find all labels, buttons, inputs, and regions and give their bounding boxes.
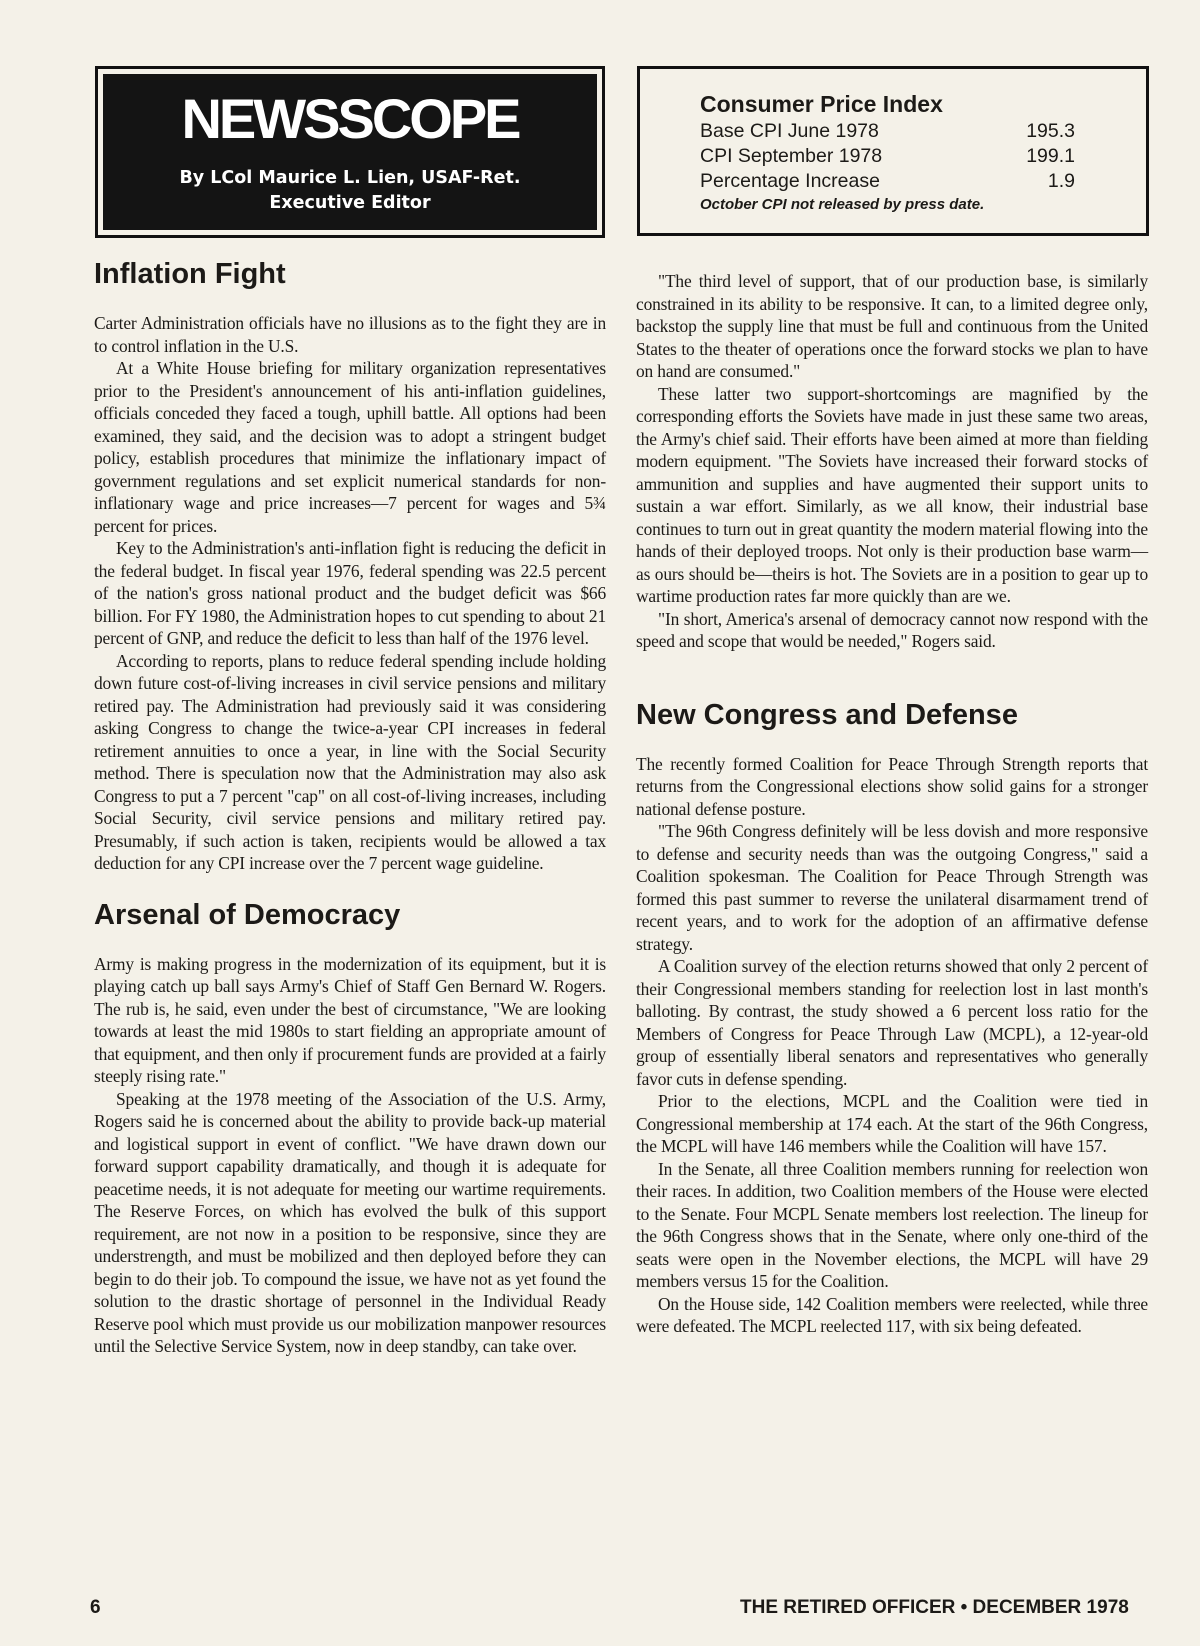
cpi-row-label: CPI September 1978 xyxy=(700,145,883,167)
paragraph: A Coalition survey of the election returns showed that only 2 percent of their Congressional members standing for reelection lost in last month's balloting. By contrast, the study showed a 6 percent loss ratio for the Members of Congress for Peace Through Law (MCPL), a 12-year-old group of essentially liberal senators and representatives who generally favor cuts in defense spending. xyxy=(636,956,1148,1089)
cpi-row-label: Percentage Increase xyxy=(700,170,880,192)
publication-footer: THE RETIRED OFFICER • DECEMBER 1978 xyxy=(740,1597,1129,1618)
paragraph: Prior to the elections, MCPL and the Coalition were tied in Congressional membership at 174 each. At the start of the 96th Congress, the MCPL will have 146 members while the Coalition will have 157. xyxy=(636,1091,1148,1156)
masthead-banner xyxy=(103,74,597,230)
masthead-logo: NEWSSCOPE xyxy=(181,87,519,150)
left-column xyxy=(94,256,606,1358)
masthead-byline: By LCol Maurice L. Lien, USAF-Ret. xyxy=(179,168,521,188)
page-number: 6 xyxy=(90,1597,101,1618)
paragraph: Key to the Administration's anti-inflation fight is reducing the deficit in the federal budget. In fiscal year 1976, federal spending was 22.5 percent of the nation's gross national product and the budget deficit was $66 billion. For FY 1980, the Administration hopes to cut spending to about 21 percent of GNP, and reduce the deficit to less than half of the 1976 level. xyxy=(94,538,606,648)
cpi-box xyxy=(637,66,1149,236)
cpi-row xyxy=(700,169,1075,194)
cpi-title: Consumer Price Index xyxy=(700,91,943,117)
paragraph: The recently formed Coalition for Peace Through Strength reports that returns from the Congressional elections show solid gains for a stronger national defense posture. xyxy=(636,753,1148,819)
newsscope-masthead xyxy=(95,66,605,238)
cpi-row-value: 195.3 xyxy=(1026,120,1075,142)
masthead-role: Executive Editor xyxy=(269,193,431,213)
cpi-row-value: 199.1 xyxy=(1026,145,1075,167)
paragraph: On the House side, 142 Coalition members were reelected, while three were defeated. The MCPL reelected 117, with six being defeated. xyxy=(636,1293,1148,1336)
paragraph: "In short, America's arsenal of democracy cannot now respond with the speed and scope that would be needed," Rogers said. xyxy=(636,608,1148,651)
cpi-row xyxy=(700,144,1075,169)
cpi-row xyxy=(700,119,1075,144)
cpi-note: October CPI not released by press date. xyxy=(700,196,985,213)
article-heading-congress: New Congress and Defense xyxy=(636,698,1018,731)
cpi-row-label: Base CPI June 1978 xyxy=(700,120,879,142)
paragraph: At a White House briefing for military organization representatives prior to the President's announcement of his anti-inflation guidelines, officials conceded they faced a tough, uphill battle. All options had been examined, they said, and the decision was to adopt a stringent budget policy, establish procedures that minimize the inflationary impact of government regulations and set explicit numerical standards for non-inflationary wage and price increases—7 percent for wages and 5¾ percent for prices. xyxy=(94,358,606,536)
paragraph: Speaking at the 1978 meeting of the Association of the U.S. Army, Rogers said he is concerned about the ability to provide back-up material and logistical support in event of conflict. "We have drawn down our forward support capability dramatically, and though it is adequate for peacetime needs, it is not adequate for meeting our wartime requirements. The Reserve Forces, on which has evolved the bulk of this support requirement, are not now in a position to be responsive, since they are understrength, and must be mobilized and then deployed before they can begin to do their job. To compound the issue, we have not as yet found the solution to the drastic shortage of personnel in the Individual Ready Reserve pool which must provide us our mobilization manpower resources until the Selective Service System, now in deep standby, can take over. xyxy=(94,1088,606,1356)
paragraph: These latter two support-shortcomings are magnified by the corresponding efforts the Soviets have made in just these same two areas, the Army's chief said. Their efforts have been aimed at more than fielding modern equipment. "The Soviets have increased their forward stocks of ammunition and supplies and have augmented their support units to sustain a war effort. Similarly, as we all know, their industrial base continues to turn out in great quantity the modern material flowing into the hands of their deployed troops. Not only is their production base warm—as ours should be—theirs is hot. The Soviets are in a position to gear up to wartime production rates far more quickly than are we. xyxy=(636,383,1148,606)
paragraph: "The 96th Congress definitely will be less dovish and more responsive to defense and security needs than was the outgoing Congress," said a Coalition spokesman. The Coalition for Peace Through Strength was formed this past summer to reverse the unilateral disarmament trend of recent years, and to work for the adoption of an affirmative defense strategy. xyxy=(636,821,1148,954)
paragraph: "The third level of support, that of our production base, is similarly constrained in its ability to be responsive. It can, to a limited degree only, backstop the supply line that must be full and continuous from the United States to the theater of operations once the forward stocks we plan to have on hand are consumed." xyxy=(636,271,1148,381)
paragraph: According to reports, plans to reduce federal spending include holding down future cost-of-living increases in civil service pensions and military retired pay. The Administration had previously said it was considering asking Congress to change the twice-a-year CPI increases in federal retirement annuities to once a year, in line with the Social Security method. There is speculation now that the Administration may also ask Congress to put a 7 percent "cap" on all cost-of-living increases, including Social Security, civil service pensions and military retired pay. Presumably, if such action is taken, recipients would be allowed a tax deduction for any CPI increase over the 7 percent wage guideline. xyxy=(94,650,606,873)
article-heading-arsenal: Arsenal of Democracy xyxy=(94,898,401,931)
paragraph: In the Senate, all three Coalition members running for reelection won their races. In addition, two Coalition members of the House were elected to the Senate. Four MCPL Senate members lost reelection. The lineup for the 96th Congress shows that in the Senate, where only one-third of the seats were open in the November elections, the MCPL will have 29 members versus 15 for the Coalition. xyxy=(636,1158,1148,1291)
article-heading-inflation: Inflation Fight xyxy=(94,258,286,290)
cpi-row-value: 1.9 xyxy=(1047,170,1075,192)
paragraph: Army is making progress in the modernization of its equipment, but it is playing catch up ball says Army's Chief of Staff Gen Bernard W. Rogers. The rub is, he said, even under the best of circumstance, "We are looking towards at least the mid 1980s to start fielding an appropriate amount of that equipment, and then only if procurement funds are provided at a fairly steeply rising rate." xyxy=(94,953,606,1086)
paragraph: Carter Administration officials have no illusions as to the fight they are in to control inflation in the U.S. xyxy=(94,313,606,356)
right-column xyxy=(636,270,1148,1338)
